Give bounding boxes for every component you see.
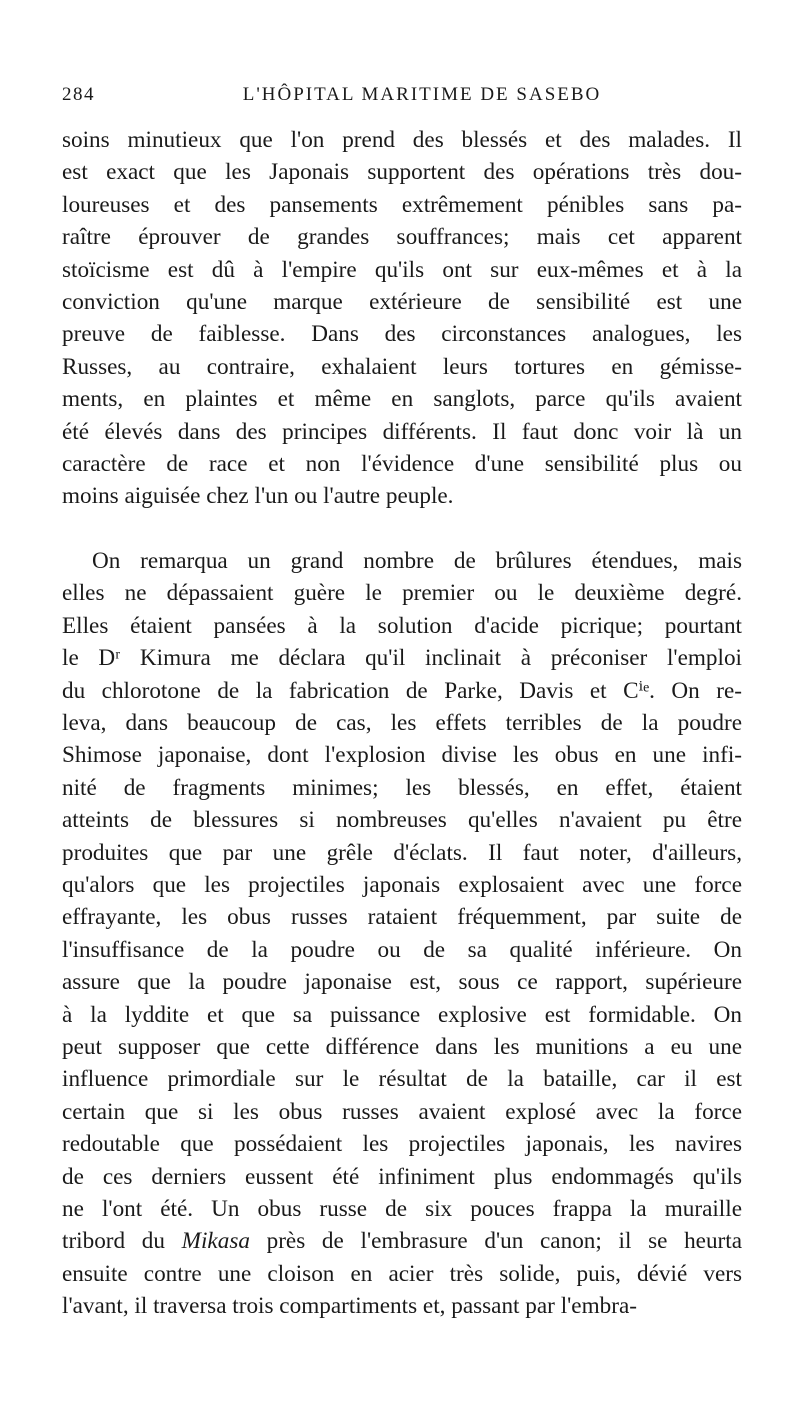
text-line: le Dʳ Kimura me déclara qu'il inclinait à préconiser l'emploi: [62, 645, 742, 672]
text-line: est exact que les Japonais supportent des opérations très dou-: [62, 159, 742, 186]
text-line: certain que si les obus russes avaient explosé avec la force: [62, 1098, 742, 1125]
text-line: été élevés dans des principes différents. Il faut donc voir là un: [62, 418, 742, 445]
running-head: [62, 84, 742, 114]
text-line: loureuses et des pansements extrêmement pénibles sans pa-: [62, 191, 742, 218]
text-line: nité de fragments minimes; les blessés, en effet, étaient: [62, 774, 742, 801]
text-line: qu'alors que les projectiles japonais explosaient avec une force: [62, 871, 742, 898]
text-line: stoïcisme est dû à l'empire qu'ils ont sur eux-mêmes et à la: [62, 256, 742, 283]
text-line: de ces derniers eussent été infiniment plus endommagés qu'ils: [62, 1163, 742, 1190]
page-number: 284: [62, 84, 95, 105]
text-line: leva, dans beaucoup de cas, les effets terribles de la poudre: [62, 709, 742, 736]
text-line: produites que par une grêle d'éclats. Il faut noter, d'ailleurs,: [62, 839, 742, 866]
text-line: preuve de faiblesse. Dans des circonstances analogues, les: [62, 321, 742, 348]
text-line: caractère de race et non l'évidence d'une sensibilité plus ou: [62, 451, 742, 478]
paragraph-1: [62, 124, 742, 513]
text-line: l'avant, il traversa trois compartiments et, passant par l'embra-: [62, 1293, 637, 1320]
text-line: moins aiguisée chez l'un ou l'autre peuple.: [62, 483, 454, 510]
text-line: On remarqua un grand nombre de brûlures étendues, mais: [92, 547, 742, 574]
text-line: à la lyddite et que sa puissance explosive est formidable. On: [62, 1001, 742, 1028]
ship-name: Mikasa: [181, 1228, 250, 1255]
text-line: redoutable que possédaient les projectiles japonais, les navires: [62, 1131, 742, 1158]
paragraph-2: [62, 545, 742, 1323]
text-line: ne l'ont été. Un obus russe de six pouces frappa la muraille: [62, 1196, 742, 1222]
text-line: ensuite contre une cloison en acier très solide, puis, dévié vers: [62, 1260, 742, 1287]
text-line: Shimose japonaise, dont l'explosion divise les obus en une infi-: [62, 742, 742, 769]
text-line: influence primordiale sur le résultat de la bataille, car il est: [62, 1066, 742, 1093]
text-line: l'insuffisance de la poudre ou de sa qualité inférieure. On: [62, 936, 742, 963]
text-line: atteints de blessures si nombreuses qu'elles n'avaient pu être: [62, 807, 742, 834]
text-line: raître éprouver de grandes souffrances; mais cet apparent: [62, 224, 742, 251]
body-text: [62, 124, 742, 1323]
text-line: effrayante, les obus russes rataient fréquemment, par suite de: [62, 904, 742, 931]
text-line: du chlorotone de la fabrication de Parke, Davis et Cⁱᵉ. On re-: [62, 677, 742, 704]
text-line: conviction qu'une marque extérieure de sensibilité est une: [62, 289, 742, 316]
text-line: peut supposer que cette différence dans les munitions a eu une: [62, 1033, 742, 1060]
text-line: assure que la poudre japonaise est, sous ce rapport, supérieure: [62, 969, 742, 996]
text-line: elles ne dépassaient guère le premier ou le deuxième degré.: [62, 580, 742, 607]
text-line: Russes, au contraire, exhalaient leurs tortures en gémisse-: [62, 353, 742, 380]
running-title: L'HÔPITAL MARITIME DE SASEBO: [242, 84, 602, 105]
text-line: soins minutieux que l'on prend des blessés et des malades. Il: [62, 127, 742, 153]
text-line: Elles étaient pansées à la solution d'acide picrique; pourtant: [62, 612, 742, 639]
text-line: tribord du Mikasa près de l'embrasure d'un canon; il se heurta: [62, 1228, 742, 1255]
text-line: ments, en plaintes et même en sanglots, parce qu'ils avaient: [62, 386, 742, 413]
